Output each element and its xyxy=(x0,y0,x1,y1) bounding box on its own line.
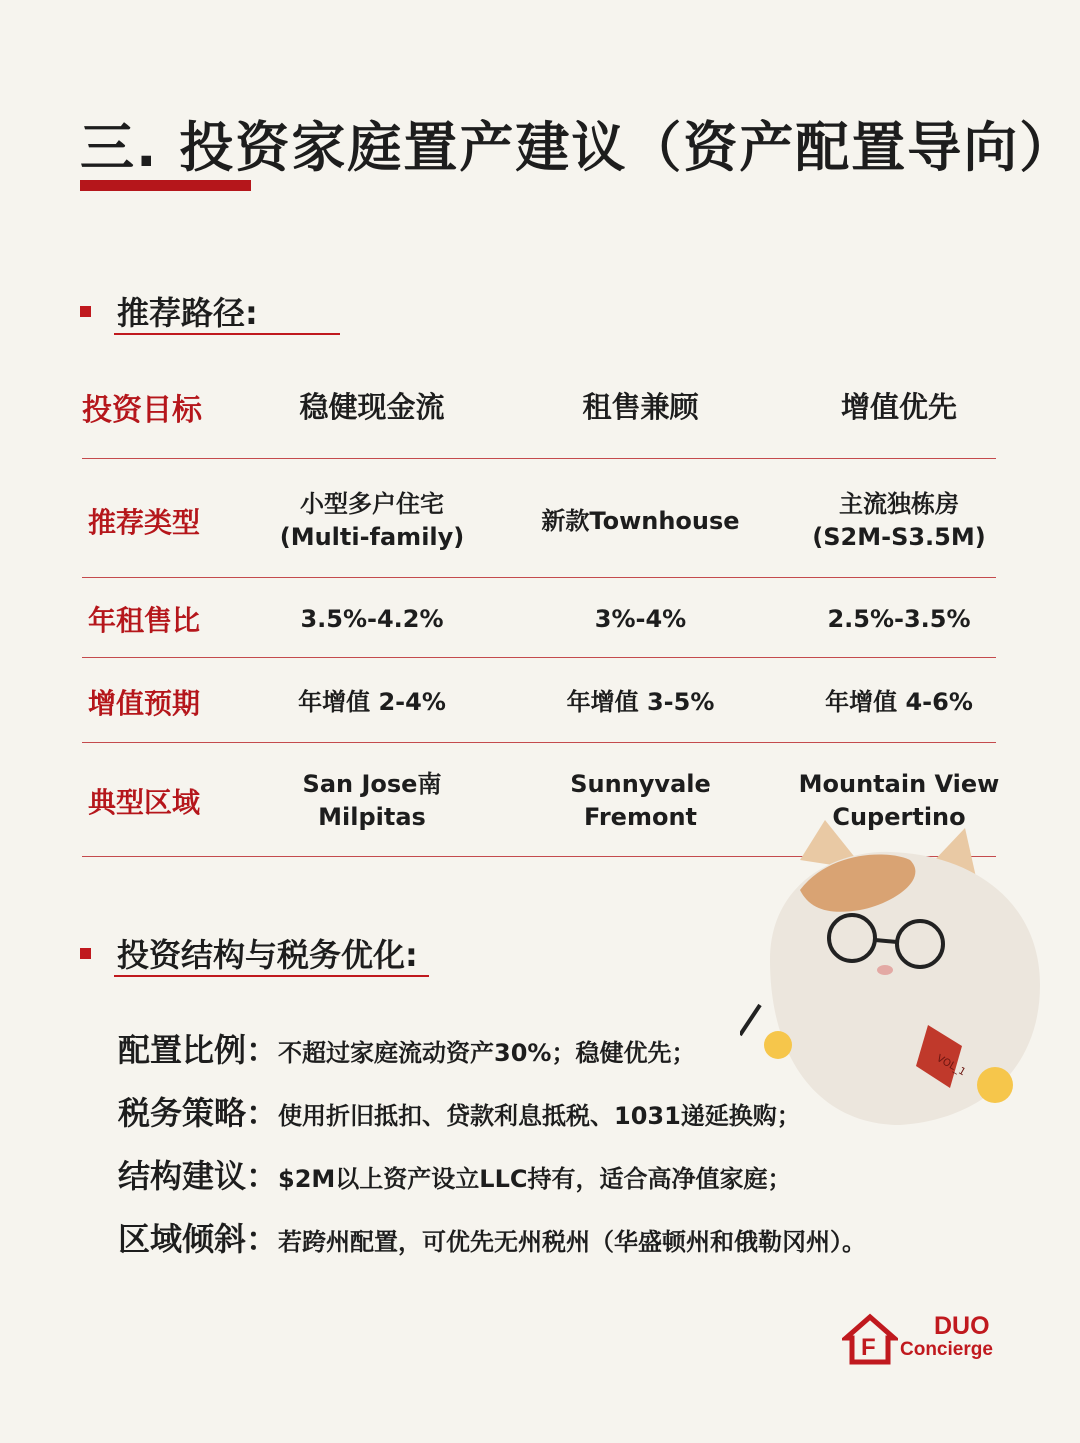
header-cell: 增值优先 xyxy=(840,389,957,424)
table-cell: 新款Townhouse xyxy=(541,506,740,535)
section-underline xyxy=(114,975,429,977)
row-divider xyxy=(82,657,996,658)
svg-text:F: F xyxy=(861,1334,876,1361)
table-header-row xyxy=(82,375,996,439)
table-cell: 2.5%-3.5% xyxy=(827,604,971,633)
logo-subtext: Concierge xyxy=(900,1339,993,1360)
row-divider xyxy=(82,742,996,743)
table-cell: 3.5%-4.2% xyxy=(300,604,444,633)
row-label: 典型区域 xyxy=(88,786,201,819)
row-label: 推荐类型 xyxy=(88,506,201,539)
row-divider xyxy=(82,458,996,459)
table-cell: San Jose南 Milpitas xyxy=(302,770,442,831)
table-row xyxy=(82,479,996,563)
list-item: 配置比例：不超过家庭流动资产30%；稳健优先； xyxy=(118,1031,696,1069)
table-row xyxy=(82,674,996,730)
cat-with-glasses-illustration xyxy=(740,820,1070,1150)
book-label: VOL_1 xyxy=(934,1053,968,1079)
logo-text: DUO xyxy=(934,1312,990,1340)
page-title: 三. 投资家庭置产建议（资产配置导向） xyxy=(80,116,1076,179)
list-item: 税务策略：使用折旧抵扣、贷款利息抵税、1031递延换购； xyxy=(118,1094,801,1132)
table-cell: 年增值 2-4% xyxy=(298,687,446,716)
header-cell: 租售兼顾 xyxy=(582,389,699,424)
table-cell: 3%-4% xyxy=(594,604,687,633)
table-cell: 年增值 3-5% xyxy=(566,687,715,716)
table-cell: Sunnyvale Fremont xyxy=(570,770,711,831)
table-cell: Mountain View Cupertino xyxy=(798,770,1000,831)
bullet-square-icon xyxy=(80,306,91,317)
list-item: 结构建议：$2M以上资产设立LLC持有，适合高净值家庭； xyxy=(118,1157,792,1195)
row-divider xyxy=(82,577,996,578)
header-label: 投资目标 xyxy=(82,393,202,428)
header-cell: 稳健现金流 xyxy=(299,389,445,424)
house-logo-icon xyxy=(842,1312,898,1368)
table-cell: 主流独栋房 (S2M-S3.5M) xyxy=(812,490,986,551)
bullet-square-icon xyxy=(80,948,91,959)
section-label: 推荐路径: xyxy=(117,294,258,332)
row-label: 年租售比 xyxy=(88,604,201,637)
table-cell: 小型多户住宅 (Multi-family) xyxy=(279,490,465,551)
row-label: 增值预期 xyxy=(88,687,201,720)
list-item: 区域倾斜：若跨州配置，可优先无州税州（华盛顿州和俄勒冈州）。 xyxy=(118,1220,867,1258)
title-underline xyxy=(80,180,251,191)
table-cell: 年增值 4-6% xyxy=(825,687,973,716)
duo-concierge-logo xyxy=(842,1312,1012,1372)
section-underline xyxy=(114,333,340,335)
table-row xyxy=(82,591,996,647)
section-label: 投资结构与税务优化: xyxy=(117,936,418,974)
